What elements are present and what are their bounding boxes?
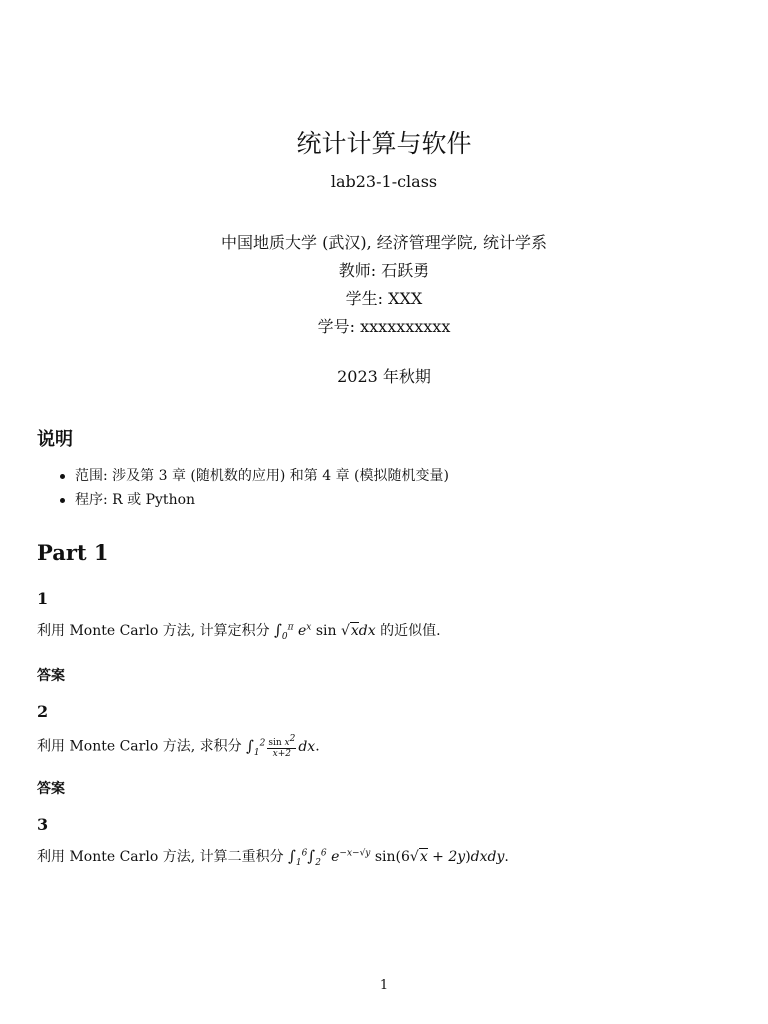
question-text xyxy=(37,734,320,759)
affiliation: 中国地质大学 (武汉), 经济管理学院, 统计学系 xyxy=(221,233,547,252)
question-number: 1 xyxy=(37,589,49,608)
notes-list xyxy=(37,466,449,514)
question-suffix: . xyxy=(315,738,320,755)
question-text xyxy=(37,620,441,642)
integral-expression: $\int_1^2$ $\frac{\sin x^2}{x+2}$ dx xyxy=(246,734,316,759)
question-number: 3 xyxy=(37,815,49,834)
question-prefix: 利用 Monte Carlo 方法, 计算二重积分 xyxy=(37,849,284,865)
term-line: 2023 年秋期 xyxy=(337,367,431,386)
part-heading: Part 1 xyxy=(37,540,109,565)
answer-label: 答案 xyxy=(37,781,65,797)
student-id-line: 学号: xxxxxxxxxx xyxy=(317,317,451,336)
list-item xyxy=(37,466,449,490)
bullet-icon xyxy=(60,474,65,479)
question-number: 2 xyxy=(37,702,49,721)
list-item xyxy=(37,490,449,514)
notes-heading: 说明 xyxy=(37,429,73,450)
question-prefix: 利用 Monte Carlo 方法, 计算定积分 xyxy=(37,623,270,639)
question-suffix: 的近似值. xyxy=(380,623,441,639)
question-suffix: . xyxy=(504,849,509,865)
doc-subtitle: lab23-1-class xyxy=(330,172,438,191)
student-line: 学生: XXX xyxy=(345,289,423,308)
question-prefix: 利用 Monte Carlo 方法, 求积分 xyxy=(37,738,242,755)
question-text xyxy=(37,846,509,868)
double-integral-expression: $\int_1^6\int_2^6$ $e^{-x-√y}$ sin(6√x + 2y)dxdy xyxy=(288,847,505,868)
page-number: 1 xyxy=(379,978,389,993)
bullet-icon xyxy=(60,498,65,503)
teacher-line: 教师: 石跃勇 xyxy=(338,261,430,280)
doc-title: 统计计算与软件 xyxy=(296,129,472,158)
note-text: 范围: 涉及第 3 章 (随机数的应用) 和第 4 章 (模拟随机变量) xyxy=(75,468,449,484)
note-text: 程序: R 或 Python xyxy=(75,492,196,508)
answer-label: 答案 xyxy=(37,668,65,684)
integral-expression: $\int_0^\pi$ $e^x$ sin √xdx xyxy=(274,621,376,642)
